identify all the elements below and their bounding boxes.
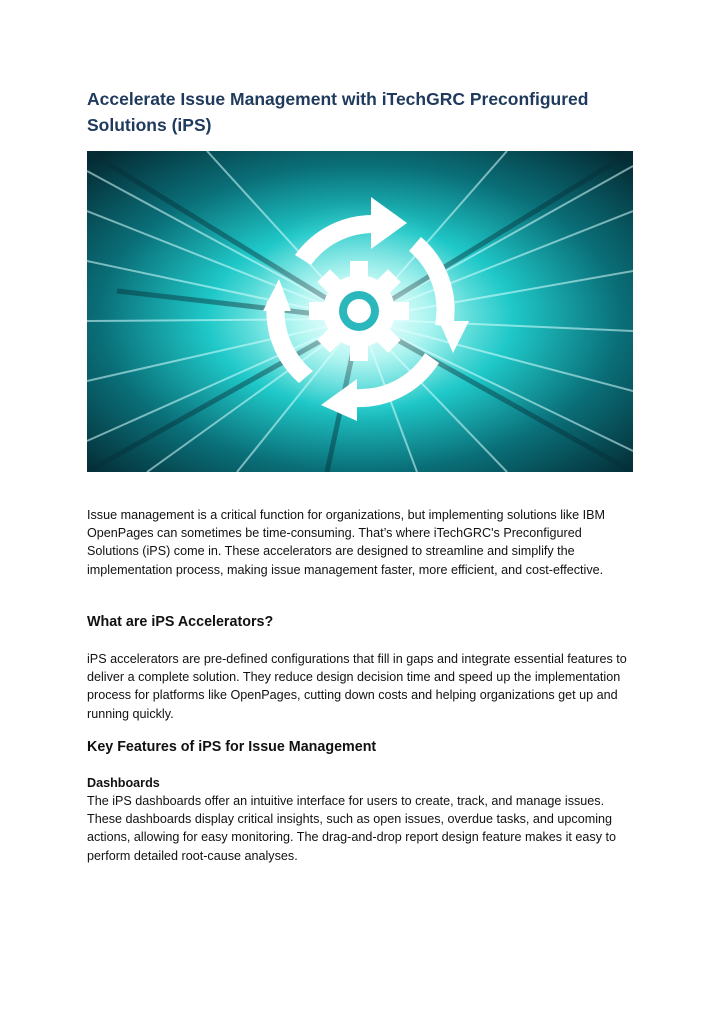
section-heading-key-features: Key Features of iPS for Issue Management: [87, 739, 377, 755]
dashboards-paragraph: The iPS dashboards offer an intuitive interface for users to create, track, and manage issues. These dashboards display critical insights, such as open issues, overdue tasks, and upcoming actions, allowing for easy monitoring. The drag-and-drop report design feature makes it easy to perform detailed root-cause analyses.: [87, 794, 616, 863]
page-title: Accelerate Issue Management with iTechGRC Preconfigured Solutions (iPS): [87, 89, 589, 135]
ips-accelerators-paragraph: iPS accelerators are pre-defined configurations that fill in gaps and integrate essential features to deliver a complete solution. They reduce design decision time and speed up the implementation process for platforms like OpenPages, cutting down costs and helping organizations get up and running quickly.: [87, 652, 627, 721]
dashboards-label: Dashboards: [87, 776, 160, 790]
intro-paragraph: Issue management is a critical function for organizations, but implementing solutions like IBM OpenPages can sometimes be time-consuming. That’s where iTechGRC's Preconfigured Solutions (iPS) come in. These accelerators are designed to streamline and simplify the implementation process, making issue management faster, more efficient, and cost-effective.: [87, 508, 605, 577]
hero-image: [87, 151, 633, 472]
section-heading-ips-accelerators: What are iPS Accelerators?: [87, 614, 274, 630]
